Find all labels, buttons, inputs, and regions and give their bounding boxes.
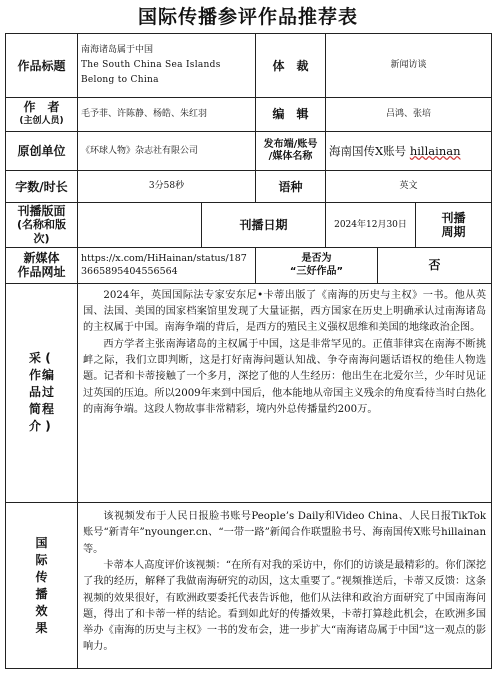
work-title-cn: 南海诸岛属于中国: [81, 45, 154, 55]
author-sublabel: (主创人员): [19, 116, 64, 127]
process-char-2: (: [45, 351, 51, 366]
length-value: 3分58秒: [78, 171, 256, 202]
process-text: [78, 283, 492, 502]
author-label-text: 作 者: [23, 100, 60, 115]
label-language: 语种: [256, 171, 326, 202]
page-label-l1: 刊播版面: [17, 204, 66, 219]
label-page: [6, 202, 78, 247]
process-char-1: 采: [28, 351, 41, 366]
effect-text: [78, 503, 492, 669]
effect-char-6: 果: [35, 620, 48, 635]
label-url: [6, 248, 78, 284]
label-platform: [256, 131, 326, 171]
effect-paragraph-1: 该视频发布于人民日报脸书账号People’s Daily和Video China、人民日报TikTok账号“新青年”nyounger.cn、“一带一路”新闻合作联盟脸书号、海南国传X账号hillainan等。: [83, 511, 487, 555]
effect-char-2: 际: [35, 552, 48, 567]
label-author: [6, 98, 78, 132]
platform-value: [326, 131, 492, 171]
platform-prefix: 海南国传X账号: [329, 143, 407, 158]
process-char-7: 简: [28, 402, 41, 417]
label-date: 刊播日期: [202, 202, 326, 247]
page-value: [78, 202, 202, 247]
editor-value: 吕鸿、张培: [326, 98, 492, 132]
cycle-label-l1: 刊播: [441, 211, 466, 226]
date-value: 2024年12月30日: [326, 202, 416, 247]
process-paragraph-1: 2024年，英国国际法专家安东尼•卡蒂出版了《南海的历史与主权》一书。他从英国、法国、美国的国家档案馆里发现了大量证据，西方国家在历史上明确承认过南海诸岛的主权属于中国。南海争端的背后，是西方的殖民主义强权思维和美国的地缘政治企图。: [83, 289, 487, 334]
process-char-5: 品: [28, 385, 41, 400]
effect-paragraph-2: 卡蒂本人高度评价该视频：“在所有对我的采访中，你们的访谈是最精彩的。你们深挖了我的经历，解释了我做南海研究的动因，这太重要了。”视频推送后，卡蒂又反馈：这条视频的效果很好，有欧洲政要委托代表告诉他，他们从法律和政治方面研究了中国南海问题，得出了和卡蒂一样的结论。看到如此好的传播效果，卡蒂打算趁此机会，在欧洲多国举办《南海的历史与主权》一书的发布会，进一步扩大“南海诸岛属于中国”这一观点的影响力。: [83, 560, 487, 653]
platform-label-l2: /媒体名称: [268, 151, 313, 163]
cycle-label-l2: 周期: [441, 225, 466, 240]
process-char-4: 编: [42, 368, 55, 383]
label-effect: [6, 503, 78, 669]
process-char-8: 程: [42, 402, 55, 417]
author-value: 毛予菲、许陈静、杨皓、朱红羽: [78, 98, 256, 132]
language-value: 英文: [326, 171, 492, 202]
url-label-l2: 作品网址: [17, 265, 66, 280]
recommendation-form: [5, 33, 492, 669]
work-title-en: The South China Sea Islands Belong to China: [81, 60, 221, 85]
three-good-label-l1: 是否为: [301, 253, 332, 265]
page-label-l2: (名称和版次): [16, 218, 67, 246]
url-label-l1: 新媒体: [23, 251, 60, 266]
unit-value: 《环球人物》杂志社有限公司: [78, 131, 256, 171]
effect-char-4: 播: [35, 586, 48, 601]
three-good-value: 否: [378, 248, 492, 284]
label-process: [6, 283, 78, 502]
effect-char-1: 国: [35, 535, 48, 550]
label-length: 字数/时长: [6, 171, 78, 202]
label-cycle: [416, 202, 492, 247]
label-genre: 体 裁: [256, 34, 326, 98]
label-three-good: [256, 248, 378, 284]
process-char-6: 过: [42, 385, 55, 400]
effect-char-3: 传: [35, 569, 48, 584]
label-unit: 原创单位: [6, 131, 78, 171]
label-editor: 编 辑: [256, 98, 326, 132]
effect-char-5: 效: [35, 603, 48, 618]
form-title: 国际传播参评作品推荐表: [137, 6, 358, 28]
platform-label-l1: 发布端/账号: [263, 139, 318, 151]
process-paragraph-2: 西方学者主张南海诸岛的主权属于中国，这是非常罕见的。正值菲律宾在南海不断挑衅之际，我们立即判断，这是打好南海问题认知战、争夺南海问题话语权的绝佳人物选题。记者和卡蒂接触了一个多月，深挖了他的人生经历：他出生在北爱尔兰，少年时见证过英国的压迫。所以2009年来到中国后，他本能地从帝国主义残余的角度看待当时白热化的南海争端。这段人物故事非常精彩，境内外总传播量约200万。: [83, 338, 487, 415]
process-char-10: ): [45, 419, 51, 434]
work-title-value: [78, 34, 256, 98]
platform-handle: hillainan: [409, 143, 461, 158]
genre-value: 新闻访谈: [326, 34, 492, 98]
url-value[interactable]: https://x.com/HiHainan/status/1873665895404556564: [78, 248, 256, 284]
process-char-9: 介: [28, 419, 41, 434]
label-work-title: 作品标题: [6, 34, 78, 98]
process-char-3: 作: [28, 368, 41, 383]
three-good-label-l2: “三好作品”: [289, 266, 344, 278]
